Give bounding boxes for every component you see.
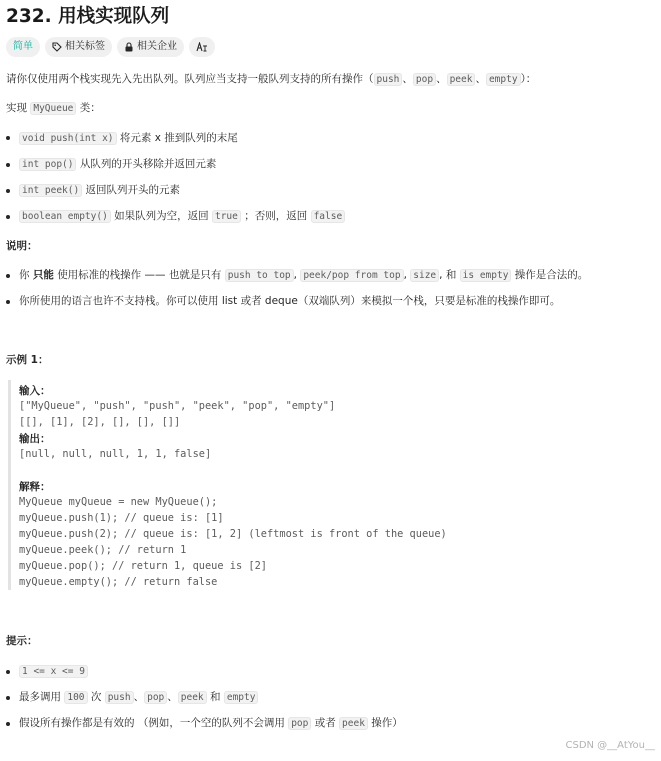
method-desc: ；否则，返回 bbox=[244, 210, 308, 222]
hint-item bbox=[19, 690, 258, 705]
op-size: size bbox=[410, 269, 439, 282]
related-companies-label: 相关企业 bbox=[137, 41, 177, 52]
method-item bbox=[19, 157, 216, 172]
sep: 、 bbox=[402, 73, 413, 85]
intro-suffix: ）： bbox=[520, 73, 537, 85]
hint-count: 100 bbox=[64, 691, 87, 704]
op-is-empty: is empty bbox=[460, 269, 512, 282]
input-line: ["MyQueue", "push", "push", "peek", "pop", "empty"] bbox=[19, 400, 336, 412]
hint-item bbox=[19, 716, 403, 731]
tag-row bbox=[6, 37, 215, 57]
note-item bbox=[19, 268, 588, 283]
op-push: push bbox=[374, 73, 403, 86]
notes-heading: 说明： bbox=[6, 240, 38, 252]
bullet bbox=[6, 300, 10, 304]
difficulty-badge[interactable] bbox=[6, 37, 40, 57]
bullet bbox=[6, 722, 10, 726]
related-tags-label: 相关标签 bbox=[65, 41, 105, 52]
hint-constraint: 1 <= x <= 9 bbox=[19, 665, 88, 678]
method-signature: boolean empty() bbox=[19, 210, 111, 223]
explain-line: myQueue.push(2); // queue is: [1, 2] (leftmost is front of the queue) bbox=[19, 528, 447, 540]
sep: , bbox=[403, 269, 407, 281]
bullet bbox=[6, 696, 10, 700]
method-signature: int pop() bbox=[19, 158, 76, 171]
sep: , bbox=[439, 269, 443, 281]
method-signature: int peek() bbox=[19, 184, 82, 197]
note-item: 你所使用的语言也许不支持栈。你可以使用 list 或者 deque（双端队列）来模拟一个栈，只要是标准的栈操作即可。 bbox=[19, 295, 561, 307]
problem-title: 232. 用栈实现队列 bbox=[6, 6, 170, 27]
op-empty: empty bbox=[224, 691, 259, 704]
method-desc: 从队列的开头移除并返回元素 bbox=[79, 158, 217, 170]
value-false: false bbox=[311, 210, 346, 223]
impl-text bbox=[6, 101, 101, 116]
explain-line: myQueue.empty(); // return false bbox=[19, 576, 218, 588]
explain-label: 解释： bbox=[19, 481, 51, 493]
impl-prefix: 实现 bbox=[6, 102, 27, 114]
bullet bbox=[6, 189, 10, 193]
note-text: 使用标准的栈操作 —— 也就是只有 bbox=[57, 269, 222, 281]
method-desc: 如果队列为空，返回 bbox=[114, 210, 209, 222]
value-true: true bbox=[212, 210, 241, 223]
hint-text: 最多调用 bbox=[19, 691, 61, 703]
bullet bbox=[6, 163, 10, 167]
sep: 、 bbox=[475, 73, 486, 85]
op-push: push bbox=[105, 691, 134, 704]
op-peek: peek bbox=[178, 691, 207, 704]
op-peek: peek bbox=[339, 717, 368, 730]
note-emphasis: 只能 bbox=[32, 269, 54, 281]
explain-line: myQueue.peek(); // return 1 bbox=[19, 544, 187, 556]
method-desc: 将元素 x 推到队列的末尾 bbox=[119, 132, 238, 144]
op-pop: pop bbox=[288, 717, 311, 730]
sep: 、 bbox=[133, 691, 145, 703]
translate-icon bbox=[196, 42, 208, 52]
intro-text bbox=[6, 72, 536, 87]
method-item bbox=[19, 131, 238, 146]
sep: 、 bbox=[167, 691, 178, 703]
sep: 、 bbox=[436, 73, 447, 85]
intro-prefix: 请你仅使用两个栈实现先入先出队列。队列应当支持一般队列支持的所有操作（ bbox=[6, 73, 374, 85]
related-companies-button[interactable] bbox=[117, 37, 184, 57]
example-heading: 示例 1： bbox=[6, 354, 49, 366]
bullet bbox=[6, 274, 10, 278]
explain-line: MyQueue myQueue = new MyQueue(); bbox=[19, 496, 218, 508]
op-peek: peek bbox=[447, 73, 476, 86]
example-block-border bbox=[8, 380, 11, 590]
output-line: [null, null, null, 1, 1, false] bbox=[19, 448, 212, 460]
hint-text: 假设所有操作都是有效的 （例如，一个空的队列不会调用 bbox=[19, 717, 285, 729]
note-text: 和 bbox=[445, 269, 457, 281]
note-text: 操作是合法的。 bbox=[514, 269, 589, 281]
op-push-to-top: push to top bbox=[225, 269, 294, 282]
impl-suffix: 类： bbox=[79, 102, 101, 114]
op-pop: pop bbox=[413, 73, 436, 86]
bullet bbox=[6, 670, 10, 674]
op-pop: pop bbox=[144, 691, 167, 704]
input-label: 输入： bbox=[19, 385, 51, 397]
method-item bbox=[19, 183, 180, 198]
class-name: MyQueue bbox=[30, 102, 76, 115]
lock-icon bbox=[124, 42, 134, 52]
op-peek-pop-from-top: peek/pop from top bbox=[300, 269, 403, 282]
method-item bbox=[19, 209, 345, 224]
op-empty: empty bbox=[486, 73, 521, 86]
explain-line: myQueue.push(1); // queue is: [1] bbox=[19, 512, 224, 524]
bullet bbox=[6, 215, 10, 219]
explain-line: myQueue.pop(); // return 1, queue is [2] bbox=[19, 560, 267, 572]
hints-heading: 提示： bbox=[6, 635, 38, 647]
watermark: CSDN @__AtYou__ bbox=[565, 740, 655, 751]
output-label: 输出： bbox=[19, 433, 51, 445]
translate-button[interactable] bbox=[189, 37, 215, 57]
hint-text: 和 bbox=[210, 691, 221, 703]
sep: , bbox=[293, 269, 297, 281]
hint-text: 次 bbox=[90, 691, 102, 703]
related-tags-button[interactable] bbox=[45, 37, 112, 57]
hint-text: 操作） bbox=[371, 717, 403, 729]
method-desc: 返回队列开头的元素 bbox=[85, 184, 181, 196]
bullet bbox=[6, 136, 10, 140]
difficulty-label: 简单 bbox=[13, 41, 33, 52]
tag-icon bbox=[52, 42, 62, 52]
input-line: [[], [1], [2], [], [], []] bbox=[19, 416, 181, 428]
hint-item bbox=[19, 664, 88, 679]
note-text: 你 bbox=[19, 269, 30, 281]
method-signature: void push(int x) bbox=[19, 132, 117, 145]
hint-text: 或者 bbox=[314, 717, 336, 729]
